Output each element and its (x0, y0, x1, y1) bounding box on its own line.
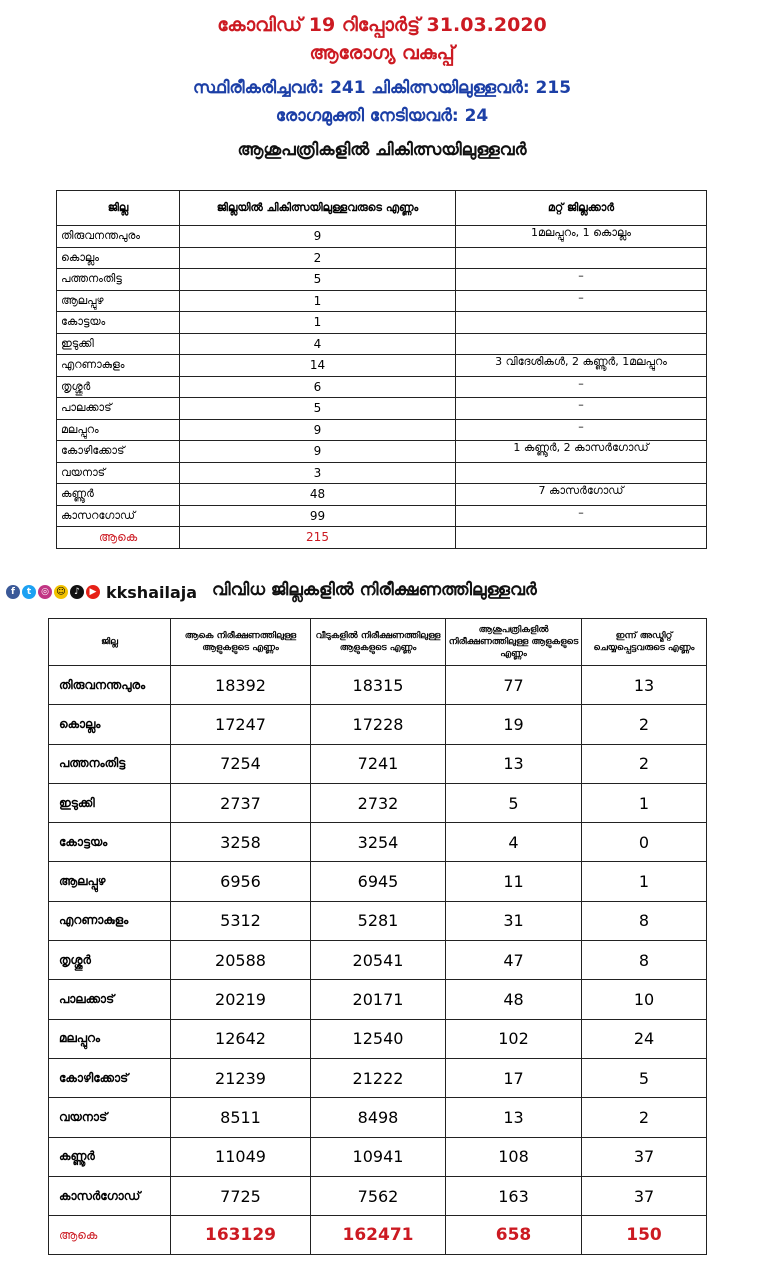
treatment-count: 9 (180, 226, 456, 248)
district-name: വയനാട് (49, 1098, 171, 1137)
admitted-today: 0 (582, 823, 707, 862)
treatment-count: 5 (180, 269, 456, 291)
total-label: ആകെ (49, 1216, 171, 1255)
social-handle: kkshailaja (106, 582, 198, 602)
treatment-count: 1 (180, 312, 456, 334)
table-row (49, 666, 707, 705)
table-header-row (49, 619, 707, 666)
district-name: തിരുവനന്തപുരം (49, 666, 171, 705)
total-observation: 8511 (171, 1098, 311, 1137)
stats-confirmed-treatment: സ്ഥിരീകരിച്ചവർ: 241 ചികിത്സയിലുള്ളവർ: 215 (192, 78, 572, 98)
district-name: കോഴിക്കോട് (57, 441, 180, 463)
total-row (49, 1216, 707, 1255)
hospital-observation: 48 (446, 980, 582, 1019)
other-districts: – (456, 419, 707, 441)
admitted-today: 2 (582, 744, 707, 783)
district-name: ആലപ്പുഴ (49, 862, 171, 901)
hospital-observation: 77 (446, 666, 582, 705)
home-observation: 5281 (311, 901, 446, 940)
other-districts: – (456, 269, 707, 291)
other-districts: 7 കാസർഗോഡ് (456, 484, 707, 506)
total-observation: 5312 (171, 901, 311, 940)
district-name: ഇടുക്കി (49, 783, 171, 822)
district-name: കോട്ടയം (57, 312, 180, 334)
table-row (49, 1098, 707, 1137)
district-name: കൊല്ലം (49, 705, 171, 744)
table-row (49, 744, 707, 783)
admitted-today: 13 (582, 666, 707, 705)
admitted-today: 10 (582, 980, 707, 1019)
hospital-treatment-table (56, 190, 707, 549)
other-districts (456, 247, 707, 269)
home-observation: 20541 (311, 941, 446, 980)
hospital-observation: 5 (446, 783, 582, 822)
table-row (57, 441, 707, 463)
instagram-icon: ◎ (38, 585, 52, 599)
district-name: കാസറഗോഡ് (57, 505, 180, 527)
admitted-today: 2 (582, 1098, 707, 1137)
home-observation: 6945 (311, 862, 446, 901)
admitted-today: 2 (582, 705, 707, 744)
district-name: തൃശ്ശൂർ (49, 941, 171, 980)
home-observation: 8498 (311, 1098, 446, 1137)
other-districts: – (456, 376, 707, 398)
table-row (57, 376, 707, 398)
treatment-count: 5 (180, 398, 456, 420)
other-districts (456, 462, 707, 484)
home-observation: 7241 (311, 744, 446, 783)
hospital-observation: 47 (446, 941, 582, 980)
treatment-count: 2 (180, 247, 456, 269)
total-label: ആകെ (57, 527, 180, 549)
other-districts: – (456, 398, 707, 420)
table-row (57, 462, 707, 484)
total-total-observation: 163129 (171, 1216, 311, 1255)
hospital-observation: 11 (446, 862, 582, 901)
hospital-observation: 163 (446, 1176, 582, 1215)
total-observation: 17247 (171, 705, 311, 744)
department-name: ആരോഗ്യ വകുപ്പ് (309, 42, 455, 64)
header-admitted-today: ഇന്ന് അഡ്മിറ്റ് ചെയ്യപ്പെട്ടവരുടെ എണ്ണം (582, 619, 707, 666)
hospital-observation: 31 (446, 901, 582, 940)
total-observation: 2737 (171, 783, 311, 822)
treatment-count: 6 (180, 376, 456, 398)
other-districts: – (456, 505, 707, 527)
other-districts: – (456, 290, 707, 312)
treatment-count: 99 (180, 505, 456, 527)
other-districts (456, 333, 707, 355)
district-name: ഇടുക്കി (57, 333, 180, 355)
total-other-empty (456, 527, 707, 549)
header-home-observation: വീടുകളിൽ നിരീക്ഷണത്തിലുള്ള ആളുകളുടെ എണ്ണം (311, 619, 446, 666)
district-name: കോട്ടയം (49, 823, 171, 862)
youtube-icon: ▶ (86, 585, 100, 599)
home-observation: 7562 (311, 1176, 446, 1215)
other-districts: 3 വിദേശികൾ, 2 കണ്ണൂർ, 1മലപ്പുറം (456, 355, 707, 377)
admitted-today: 24 (582, 1019, 707, 1058)
treatment-count: 9 (180, 441, 456, 463)
home-observation: 12540 (311, 1019, 446, 1058)
stats-recovered: രോഗമുക്തി നേടിയവർ: 24 (275, 106, 489, 126)
admitted-today: 1 (582, 862, 707, 901)
total-observation: 18392 (171, 666, 311, 705)
table-row (57, 333, 707, 355)
social-media-bar (6, 580, 197, 604)
total-hospital-observation: 658 (446, 1216, 582, 1255)
treatment-count: 48 (180, 484, 456, 506)
report-title: കോവിഡ് 19 റിപ്പോർട്ട് 31.03.2020 (217, 14, 547, 36)
table-row (57, 290, 707, 312)
table-row (49, 901, 707, 940)
header-other-districts: മറ്റ് ജില്ലക്കാർ (456, 191, 707, 226)
table-row (57, 484, 707, 506)
home-observation: 20171 (311, 980, 446, 1019)
treatment-count: 1 (180, 290, 456, 312)
home-observation: 10941 (311, 1137, 446, 1176)
hospital-observation: 4 (446, 823, 582, 862)
header-district: ജില്ല (49, 619, 171, 666)
total-observation: 20588 (171, 941, 311, 980)
table-row (49, 1019, 707, 1058)
table-row (49, 862, 707, 901)
tiktok-icon: ♪ (70, 585, 84, 599)
table-row (57, 312, 707, 334)
district-name: കൊല്ലം (57, 247, 180, 269)
treatment-count: 4 (180, 333, 456, 355)
hospital-observation: 108 (446, 1137, 582, 1176)
district-name: എറണാകുളം (57, 355, 180, 377)
other-districts (456, 312, 707, 334)
hospital-observation: 13 (446, 1098, 582, 1137)
header-total-observation: ആകെ നിരീക്ഷണത്തിലുള്ള ആളുകളുടെ എണ്ണം (171, 619, 311, 666)
hospital-observation: 13 (446, 744, 582, 783)
treatment-count: 14 (180, 355, 456, 377)
hospital-observation: 19 (446, 705, 582, 744)
district-name: മലപ്പുറം (57, 419, 180, 441)
treatment-count: 3 (180, 462, 456, 484)
home-observation: 3254 (311, 823, 446, 862)
home-observation: 17228 (311, 705, 446, 744)
admitted-today: 37 (582, 1176, 707, 1215)
total-observation: 6956 (171, 862, 311, 901)
admitted-today: 8 (582, 941, 707, 980)
table-row (57, 505, 707, 527)
twitter-icon: t (22, 585, 36, 599)
district-name: മലപ്പുറം (49, 1019, 171, 1058)
table-row (49, 823, 707, 862)
header-hospital-observation: ആശുപത്രികളിൽ നിരീക്ഷണത്തിലുള്ള ആളുകളുടെ എണ്ണം (446, 619, 582, 666)
total-count: 215 (180, 527, 456, 549)
district-name: പത്തനംതിട്ട (49, 744, 171, 783)
observation-table (48, 618, 707, 1255)
total-observation: 3258 (171, 823, 311, 862)
admitted-today: 1 (582, 783, 707, 822)
hospital-section-heading: ആശുപത്രികളിൽ ചികിത്സയിലുള്ളവർ (237, 140, 527, 160)
table-row (57, 247, 707, 269)
district-name: പത്തനംതിട്ട (57, 269, 180, 291)
home-observation: 21222 (311, 1058, 446, 1097)
admitted-today: 37 (582, 1137, 707, 1176)
table-header-row (57, 191, 707, 226)
total-observation: 7725 (171, 1176, 311, 1215)
observation-section-heading: വിവിധ ജില്ലകളിൽ നിരീക്ഷണത്തിലുള്ളവർ (212, 580, 537, 600)
snapchat-icon: ☺ (54, 585, 68, 599)
treatment-count: 9 (180, 419, 456, 441)
admitted-today: 8 (582, 901, 707, 940)
total-observation: 12642 (171, 1019, 311, 1058)
facebook-icon: f (6, 585, 20, 599)
table-row (57, 355, 707, 377)
district-name: തിരുവനന്തപുരം (57, 226, 180, 248)
total-home-observation: 162471 (311, 1216, 446, 1255)
hospital-observation: 102 (446, 1019, 582, 1058)
district-name: പാലക്കാട് (49, 980, 171, 1019)
district-name: പാലക്കാട് (57, 398, 180, 420)
district-name: തൃശ്ശൂർ (57, 376, 180, 398)
total-observation: 7254 (171, 744, 311, 783)
table-row (49, 1058, 707, 1097)
table-row (57, 398, 707, 420)
table-row (49, 705, 707, 744)
district-name: കണ്ണൂർ (57, 484, 180, 506)
total-row (57, 527, 707, 549)
total-admitted-today: 150 (582, 1216, 707, 1255)
total-observation: 11049 (171, 1137, 311, 1176)
other-districts: 1 കണ്ണൂർ, 2 കാസർഗോഡ് (456, 441, 707, 463)
table-row (49, 1176, 707, 1215)
table-row (49, 941, 707, 980)
table-row (49, 1137, 707, 1176)
total-observation: 21239 (171, 1058, 311, 1097)
table-row (57, 419, 707, 441)
other-districts: 1മലപ്പുറം, 1 കൊല്ലം (456, 226, 707, 248)
admitted-today: 5 (582, 1058, 707, 1097)
header-district: ജില്ല (57, 191, 180, 226)
district-name: ആലപ്പുഴ (57, 290, 180, 312)
home-observation: 2732 (311, 783, 446, 822)
table-row (57, 269, 707, 291)
district-name: എറണാകുളം (49, 901, 171, 940)
table-row (49, 980, 707, 1019)
table-row (49, 783, 707, 822)
total-observation: 20219 (171, 980, 311, 1019)
district-name: കോഴിക്കോട് (49, 1058, 171, 1097)
home-observation: 18315 (311, 666, 446, 705)
district-name: കാസർഗോഡ് (49, 1176, 171, 1215)
table-row (57, 226, 707, 248)
district-name: കണ്ണൂർ (49, 1137, 171, 1176)
hospital-observation: 17 (446, 1058, 582, 1097)
header-treatment-count: ജില്ലയിൽ ചികിത്സയിലുള്ളവരുടെ എണ്ണം (180, 191, 456, 226)
district-name: വയനാട് (57, 462, 180, 484)
